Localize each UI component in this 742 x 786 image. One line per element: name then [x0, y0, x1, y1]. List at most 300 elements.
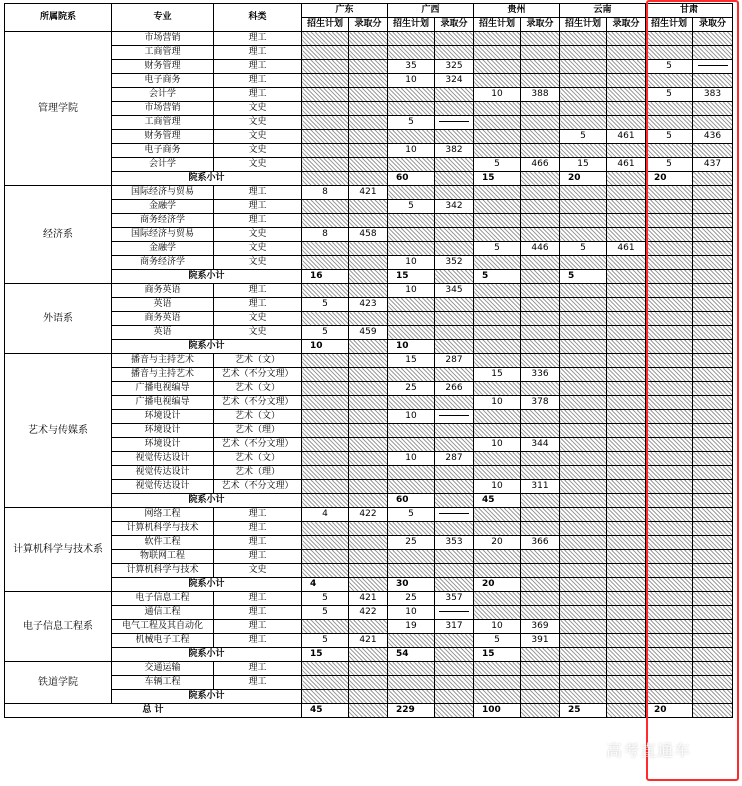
score-cell: 336: [521, 368, 560, 382]
score-cell: [349, 620, 388, 634]
plan-cell: 4: [302, 508, 349, 522]
major-name: 计算机科学与技术: [112, 564, 214, 578]
score-cell: [607, 564, 646, 578]
score-cell: [607, 410, 646, 424]
subtotal-row: [5, 172, 733, 186]
major-name: 物联网工程: [112, 550, 214, 564]
score-cell: [693, 592, 733, 606]
major-name: 交通运输: [112, 662, 214, 676]
major-name: 商务英语: [112, 284, 214, 298]
table-row: [5, 214, 733, 228]
score-cell: [521, 354, 560, 368]
plan-cell: 5: [646, 60, 693, 74]
plan-cell: [646, 46, 693, 60]
plan-cell: [388, 396, 435, 410]
dept-name: 计算机科学与技术系: [5, 508, 112, 592]
plan-cell: 5: [560, 242, 607, 256]
score-cell: [349, 130, 388, 144]
subtotal-score: [607, 172, 646, 186]
category: 理工: [214, 298, 302, 312]
dept-name: 艺术与传媒系: [5, 354, 112, 508]
category: 理工: [214, 606, 302, 620]
plan-cell: [560, 382, 607, 396]
plan-cell: [474, 354, 521, 368]
major-name: 电子商务: [112, 74, 214, 88]
score-cell: [693, 144, 733, 158]
score-cell: [607, 368, 646, 382]
table-row: [5, 102, 733, 116]
category: 文史: [214, 116, 302, 130]
plan-cell: [388, 102, 435, 116]
score-cell: [521, 200, 560, 214]
table-row: [5, 32, 733, 46]
score-cell: [435, 550, 474, 564]
subtotal-score: [521, 172, 560, 186]
table-row: [5, 284, 733, 298]
subtotal-plan: 54: [388, 648, 435, 662]
category: 艺术（不分文理）: [214, 438, 302, 452]
plan-cell: [302, 396, 349, 410]
plan-cell: [646, 620, 693, 634]
plan-cell: 10: [388, 256, 435, 270]
subtotal-row: [5, 690, 733, 704]
header-score: 录取分: [349, 18, 388, 32]
plan-cell: [388, 186, 435, 200]
plan-cell: [388, 158, 435, 172]
score-cell: [435, 606, 474, 620]
score-cell: [521, 130, 560, 144]
subtotal-plan: 20: [474, 578, 521, 592]
major-name: 市场营销: [112, 32, 214, 46]
major-name: 网络工程: [112, 508, 214, 522]
header-score: 录取分: [693, 18, 733, 32]
plan-cell: [646, 452, 693, 466]
score-cell: [349, 284, 388, 298]
plan-cell: [560, 116, 607, 130]
major-name: 广播电视编导: [112, 396, 214, 410]
plan-cell: [388, 662, 435, 676]
plan-cell: [646, 466, 693, 480]
subtotal-score: [521, 578, 560, 592]
table-row: [5, 438, 733, 452]
score-cell: 391: [521, 634, 560, 648]
header-plan: 招生计划: [474, 18, 521, 32]
header-dept: 所属院系: [5, 4, 112, 32]
score-cell: 436: [693, 130, 733, 144]
score-cell: [607, 620, 646, 634]
category: 文史: [214, 144, 302, 158]
plan-cell: [302, 368, 349, 382]
score-cell: [607, 424, 646, 438]
score-cell: [693, 214, 733, 228]
dept-name: 经济系: [5, 186, 112, 284]
plan-cell: [474, 606, 521, 620]
dept-name: 铁道学院: [5, 662, 112, 704]
category: 理工: [214, 214, 302, 228]
header-major: 专业: [112, 4, 214, 32]
plan-cell: [474, 466, 521, 480]
score-cell: 461: [607, 130, 646, 144]
plan-cell: [388, 326, 435, 340]
score-cell: [693, 60, 733, 74]
score-cell: [349, 256, 388, 270]
plan-cell: [560, 508, 607, 522]
score-cell: [521, 228, 560, 242]
score-cell: [349, 550, 388, 564]
major-name: 通信工程: [112, 606, 214, 620]
plan-cell: [646, 186, 693, 200]
header-province-guizhou: 贵州: [474, 4, 560, 18]
plan-cell: [388, 88, 435, 102]
score-cell: [521, 32, 560, 46]
score-cell: [693, 242, 733, 256]
score-cell: [607, 536, 646, 550]
plan-cell: 5: [474, 242, 521, 256]
score-cell: [349, 438, 388, 452]
plan-cell: 15: [474, 368, 521, 382]
score-cell: [349, 676, 388, 690]
score-cell: [521, 676, 560, 690]
plan-cell: [560, 60, 607, 74]
dash-mark: [439, 513, 469, 514]
major-name: 商务英语: [112, 312, 214, 326]
score-cell: [693, 466, 733, 480]
category: 理工: [214, 536, 302, 550]
plan-cell: [302, 200, 349, 214]
plan-cell: [560, 88, 607, 102]
plan-cell: [560, 480, 607, 494]
plan-cell: [388, 438, 435, 452]
category: 文史: [214, 312, 302, 326]
score-cell: [607, 298, 646, 312]
score-cell: [607, 634, 646, 648]
category: 理工: [214, 508, 302, 522]
score-cell: [521, 466, 560, 480]
plan-cell: [302, 116, 349, 130]
category: 文史: [214, 102, 302, 116]
score-cell: [435, 32, 474, 46]
plan-cell: [302, 158, 349, 172]
score-cell: [693, 676, 733, 690]
plan-cell: [560, 536, 607, 550]
plan-cell: [302, 242, 349, 256]
score-cell: 353: [435, 536, 474, 550]
plan-cell: [302, 284, 349, 298]
score-cell: [435, 508, 474, 522]
plan-cell: [302, 676, 349, 690]
score-cell: [521, 452, 560, 466]
table-row: [5, 368, 733, 382]
score-cell: [435, 228, 474, 242]
plan-cell: [302, 382, 349, 396]
plan-cell: [560, 396, 607, 410]
score-cell: 388: [521, 88, 560, 102]
subtotal-plan: [474, 690, 521, 704]
score-cell: [607, 46, 646, 60]
subtotal-score: [435, 340, 474, 354]
major-name: 电子信息工程: [112, 592, 214, 606]
plan-cell: 5: [388, 508, 435, 522]
score-cell: 461: [607, 158, 646, 172]
plan-cell: [474, 662, 521, 676]
plan-cell: 5: [474, 634, 521, 648]
plan-cell: [560, 564, 607, 578]
plan-cell: [388, 522, 435, 536]
plan-cell: [388, 298, 435, 312]
score-cell: [607, 116, 646, 130]
subtotal-score: [521, 270, 560, 284]
plan-cell: [302, 452, 349, 466]
plan-cell: [560, 46, 607, 60]
score-cell: [349, 60, 388, 74]
plan-cell: [302, 74, 349, 88]
score-cell: [435, 662, 474, 676]
plan-cell: 5: [302, 606, 349, 620]
score-cell: [349, 522, 388, 536]
score-cell: [607, 466, 646, 480]
plan-cell: [646, 424, 693, 438]
score-cell: [693, 46, 733, 60]
plan-cell: [560, 550, 607, 564]
plan-cell: [302, 550, 349, 564]
major-name: 会计学: [112, 88, 214, 102]
plan-cell: [302, 410, 349, 424]
score-cell: 378: [521, 396, 560, 410]
score-cell: [521, 46, 560, 60]
category: 艺术（文）: [214, 354, 302, 368]
plan-cell: [646, 326, 693, 340]
table-row: [5, 46, 733, 60]
dash-mark: [439, 121, 469, 122]
score-cell: [435, 410, 474, 424]
plan-cell: [474, 214, 521, 228]
subtotal-plan: [302, 494, 349, 508]
plan-cell: 35: [388, 60, 435, 74]
score-cell: [435, 522, 474, 536]
plan-cell: [302, 536, 349, 550]
subtotal-score: [435, 648, 474, 662]
total-score: [521, 704, 560, 718]
score-cell: [435, 298, 474, 312]
subtotal-score: [693, 270, 733, 284]
header-province-guangxi: 广西: [388, 4, 474, 18]
score-cell: [435, 564, 474, 578]
subtotal-score: [521, 690, 560, 704]
score-cell: [693, 368, 733, 382]
score-cell: [349, 368, 388, 382]
score-cell: [349, 32, 388, 46]
subtotal-score: [349, 270, 388, 284]
plan-cell: [388, 32, 435, 46]
subtotal-score: [349, 172, 388, 186]
plan-cell: [560, 74, 607, 88]
score-cell: [349, 396, 388, 410]
category: 理工: [214, 662, 302, 676]
plan-cell: [646, 634, 693, 648]
plan-cell: 10: [388, 606, 435, 620]
plan-cell: [560, 200, 607, 214]
score-cell: 287: [435, 354, 474, 368]
plan-cell: [560, 606, 607, 620]
plan-cell: [560, 634, 607, 648]
score-cell: 344: [521, 438, 560, 452]
subtotal-score: [607, 690, 646, 704]
plan-cell: 5: [646, 88, 693, 102]
plan-cell: 5: [388, 200, 435, 214]
score-cell: [435, 102, 474, 116]
header-province-gansu: 甘肃: [646, 4, 733, 18]
plan-cell: [302, 130, 349, 144]
table-row: [5, 452, 733, 466]
subtotal-score: [435, 172, 474, 186]
subtotal-row: [5, 340, 733, 354]
score-cell: 421: [349, 592, 388, 606]
score-cell: [693, 564, 733, 578]
plan-cell: 10: [388, 144, 435, 158]
category: 理工: [214, 592, 302, 606]
plan-cell: [646, 536, 693, 550]
table-row: [5, 396, 733, 410]
score-cell: 366: [521, 536, 560, 550]
total-score: [435, 704, 474, 718]
plan-cell: 5: [560, 130, 607, 144]
subtotal-score: [607, 494, 646, 508]
category: 理工: [214, 200, 302, 214]
subtotal-plan: 60: [388, 494, 435, 508]
plan-cell: [302, 424, 349, 438]
score-cell: [693, 606, 733, 620]
total-score: [607, 704, 646, 718]
plan-cell: 5: [302, 592, 349, 606]
subtotal-score: [693, 494, 733, 508]
table-row: [5, 620, 733, 634]
plan-cell: 10: [474, 620, 521, 634]
major-name: 国际经济与贸易: [112, 186, 214, 200]
plan-cell: [474, 508, 521, 522]
score-cell: [521, 550, 560, 564]
subtotal-score: [349, 690, 388, 704]
score-cell: [607, 592, 646, 606]
score-cell: [349, 116, 388, 130]
category: 文史: [214, 158, 302, 172]
plan-cell: [560, 298, 607, 312]
plan-cell: [474, 284, 521, 298]
plan-cell: [474, 60, 521, 74]
plan-cell: [302, 60, 349, 74]
score-cell: [693, 508, 733, 522]
plan-cell: 8: [302, 228, 349, 242]
subtotal-label: 院系小计: [112, 690, 302, 704]
score-cell: [521, 298, 560, 312]
subtotal-plan: [560, 340, 607, 354]
plan-cell: [302, 662, 349, 676]
score-cell: [693, 32, 733, 46]
score-cell: [349, 214, 388, 228]
score-cell: 317: [435, 620, 474, 634]
major-name: 视觉传达设计: [112, 466, 214, 480]
plan-cell: [646, 368, 693, 382]
table-row: [5, 382, 733, 396]
plan-cell: [388, 480, 435, 494]
plan-cell: [302, 522, 349, 536]
score-cell: [607, 228, 646, 242]
plan-cell: 5: [388, 116, 435, 130]
plan-cell: [646, 74, 693, 88]
header-plan: 招生计划: [646, 18, 693, 32]
plan-cell: [388, 550, 435, 564]
plan-cell: [646, 480, 693, 494]
score-cell: [521, 144, 560, 158]
score-cell: [521, 606, 560, 620]
plan-cell: [560, 676, 607, 690]
score-cell: [607, 312, 646, 326]
score-cell: 421: [349, 186, 388, 200]
score-cell: [693, 312, 733, 326]
plan-cell: [560, 256, 607, 270]
plan-cell: [388, 676, 435, 690]
category: 艺术（不分文理）: [214, 396, 302, 410]
subtotal-score: [607, 578, 646, 592]
plan-cell: [560, 144, 607, 158]
table-row: [5, 74, 733, 88]
category: 文史: [214, 256, 302, 270]
score-cell: [349, 424, 388, 438]
score-cell: [693, 536, 733, 550]
plan-cell: [560, 662, 607, 676]
major-name: 财务管理: [112, 60, 214, 74]
plan-cell: [560, 354, 607, 368]
table-row: [5, 116, 733, 130]
major-name: 工商管理: [112, 116, 214, 130]
admission-table-container: [4, 3, 733, 718]
score-cell: [607, 284, 646, 298]
major-name: 环境设计: [112, 424, 214, 438]
score-cell: [607, 60, 646, 74]
category: 理工: [214, 32, 302, 46]
score-cell: [349, 200, 388, 214]
score-cell: [693, 522, 733, 536]
score-cell: [435, 116, 474, 130]
score-cell: [693, 410, 733, 424]
plan-cell: 25: [388, 382, 435, 396]
score-cell: [349, 242, 388, 256]
score-cell: 446: [521, 242, 560, 256]
plan-cell: [474, 326, 521, 340]
subtotal-plan: 30: [388, 578, 435, 592]
subtotal-score: [349, 578, 388, 592]
category: 艺术（理）: [214, 466, 302, 480]
table-row: [5, 326, 733, 340]
table-row: [5, 550, 733, 564]
table-row: [5, 662, 733, 676]
score-cell: [521, 662, 560, 676]
subtotal-score: [349, 648, 388, 662]
plan-cell: 10: [388, 74, 435, 88]
category: 理工: [214, 46, 302, 60]
score-cell: [435, 396, 474, 410]
major-name: 广播电视编导: [112, 382, 214, 396]
score-cell: 357: [435, 592, 474, 606]
score-cell: 383: [693, 88, 733, 102]
subtotal-score: [349, 494, 388, 508]
score-cell: [349, 466, 388, 480]
score-cell: 423: [349, 298, 388, 312]
table-row: [5, 676, 733, 690]
major-name: 视觉传达设计: [112, 452, 214, 466]
score-cell: [521, 522, 560, 536]
score-cell: [693, 354, 733, 368]
score-cell: [521, 424, 560, 438]
